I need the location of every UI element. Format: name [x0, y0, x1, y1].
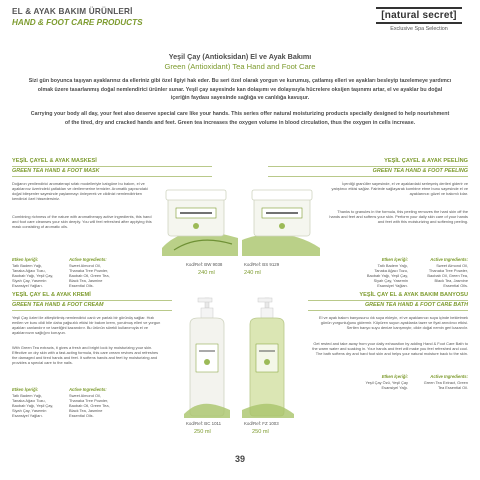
divider: [12, 166, 212, 167]
mask-code: Kod/Ref: BW 9038: [186, 262, 223, 267]
intro-en: Carrying your body all day, your feet also deserve special care like your hands. This series offer natural moisturizing products specially designed to help nourishment of the tired, dry and cracked hands and feet. Green tea increases the oxygen volume in blood circulation, thus the oxygen in cells increase.: [30, 111, 450, 126]
mask-ing-en-list: Sweet Almond Oil, Thanaka Tree Powder, Baobab Oil, Green Tea, Black Tea, Jasmine Essential Oils.: [69, 263, 110, 288]
cream-ing-tr-label: Etken İçeriği:: [12, 387, 39, 392]
bath-ing-en-list: Green Tea Extract, Green Tea Essential Oil.: [423, 380, 468, 390]
peeling-body-en: Thanks to granules in the formula, this peeling removes the hard skin off the hands and feet and softens your skin. Perform your daily skin care of your hands and feet with this moisturizing and softening peeling.: [329, 209, 468, 225]
divider: [268, 166, 468, 167]
brand-subtitle: Exclusive Spa Selection: [390, 26, 448, 32]
peeling-ing-tr-list: Tatlı Badem Yağı, Tanaka Ağacı Tozu, Baobab Yağı, Yeşil Çay, Siyah Çay, Yasemin Esansiyel Yağları.: [366, 263, 408, 288]
bath-volume: 250 ml: [252, 429, 269, 435]
bath-title-tr: YEŞİL ÇAY EL & AYAK BAKIM BANYOSU: [359, 292, 468, 298]
mask-body-en: Combining richness of the nature with aromatherapy active ingredients, this hand and foot care cleanses your skin deeply. You will feel refreshed after applying this mask consisting of aromatic oils.: [12, 214, 152, 230]
mask-ing-tr-list: Tatlı Badem Yağı, Tanaka Ağacı Tozu, Baobab Yağı, Yeşil Çay, Siyah Çay, Yasemin Esansiyel Yağları.: [12, 263, 54, 288]
cream-volume: 250 ml: [194, 429, 211, 435]
peeling-ing-en-label: Active Ingredients:: [430, 257, 468, 262]
peeling-jar-image: [238, 178, 328, 258]
mask-title-tr: YEŞİL ÇAYEL & AYAK MASKESİ: [12, 158, 97, 164]
mask-title-en: GREEN TEA HAND & FOOT MASK: [12, 168, 100, 174]
cream-title-tr: YEŞİL ÇAY EL & AYAK KREMİ: [12, 292, 91, 298]
mask-jar-image: [152, 178, 242, 258]
mask-volume: 240 ml: [198, 270, 215, 276]
mask-body-tr: Doğanın yenilendirici aromaterapi sıfatı modelleriyle katıgüne bu bakım, el ve ayaklarınız üzerindeki çatlakları ve derilermerine temizler. Aromatik yapısındaki doğal bileşenler sayesinde yaşlanmayı önleyerek ve cildinizi nemlendirirken kendinizi özel hissedersiniz.: [12, 181, 148, 202]
cream-body-en: With Green Tea extracts, it gives a fresh and bright look by moisturizing your skin. Effective on dry skin with a fast-acting formula, this care cream revives and refreshes the damaged and tired hands and feet. It softens hands and feet by moisturizing and provides a special care to the nails.: [12, 345, 159, 366]
cream-ing-en-list: Sweet Almond Oil, Thanaka Tree Powder, Baobab Oil, Green Tea, Black Tea, Jasmine Essential Oils.: [69, 393, 110, 418]
divider: [12, 310, 172, 311]
cream-bottle-image: [178, 296, 240, 420]
peeling-title-tr: YEŞİL ÇAYEL & AYAK PEELİNG: [384, 158, 468, 164]
peeling-code: Kod/Ref: BS 9129: [244, 262, 280, 267]
page-header: [12, 7, 143, 27]
main-title-en: Green (Antioxidant) Tea Hand and Foot Care: [164, 62, 316, 71]
peeling-body-tr: İçerdiği granüller sayesinde, el ve ayaklardaki serleşmiş derileri giderir ve yatıştırıcı etkisi sağlar. Fairiede sağlayarak kombine etme bunu sayesinde el ve ayaklarınızı güzel ve bakımlı kılar.: [331, 181, 468, 197]
main-title-tr: Yeşil Çay (Antioksidan) El ve Ayak Bakımı: [168, 52, 312, 61]
peeling-ing-tr-label: Etken İçeriği:: [381, 257, 408, 262]
intro-tr: Sizi gün boyunca taşıyan ayaklarınız da elleriniz gibi özel ilgiyi hak eder. Bu seri özel olarak yorgun ve kurumuş, çatlamış elleri ve ayakları besleyip tazelemeye yardımcı olmak üzere tasarlanmış doğal nemlendirici ürünler sunar. Yeşil çay sayesinde kan dolaşımı ve dolayısıyla hücrelere oksijen taşınımı artar, el ve ayaklar bu doğal içeriğin faydası sayesinde sağlığa ve canlılığa kavuşur.: [28, 78, 452, 101]
cream-ing-en-label: Active Ingredients:: [69, 387, 107, 392]
page-number: 39: [234, 454, 245, 464]
cream-title-en: GREEN TEA HAND & FOOT CREAM: [12, 302, 104, 308]
bath-body-en: Get rested and take away from your daily exhaustion by adding Hand & Foot Care Bath to the warm water and soaking in. Your hands and feet will make you feel refreshed and cool. The bath softens dry and hard foot skin and helps your natural moisture back to the skin.: [312, 341, 468, 357]
bath-ing-tr-label: Etken İçeriği:: [381, 374, 408, 379]
bath-code: Kod/Ref: FZ 1003: [244, 421, 279, 426]
peeling-ing-en-list: Sweet Almond Oil, Thanaka Tree Powder, Baobab Oil, Green Tea, Black Tea, Jasmine Essential Oils.: [427, 263, 468, 288]
divider: [308, 310, 468, 311]
divider: [12, 176, 212, 177]
mask-ing-en-label: Active Ingredients:: [69, 257, 107, 262]
bath-ing-en-label: Active Ingredients:: [430, 374, 468, 379]
header-title-en: HAND & FOOT CARE PRODUCTS: [12, 18, 143, 27]
main-title: [0, 52, 480, 71]
cream-code: Kod/Ref: BC 1011: [186, 421, 222, 426]
peeling-volume: 240 ml: [244, 270, 261, 276]
mask-ing-tr-label: Etken İçeriği:: [12, 257, 39, 262]
brand-logo: [natural secret]: [376, 7, 462, 24]
divider: [308, 300, 468, 301]
cream-body-tr: Yeşil Çay özleri ile zitleştirilmiş nemlendirici canlı ve parlak bir görünüş sağlar. Hızlı emilen ve kuru cildi bile daha yağsızlık etkisi bir bakım krem, yorulmuş elleri ve yorgun ayakları canlandırır ve tazeliğini kazandırır. Bu ürünün sürekli kullanımıyla el ve ayaklarınızın sağlığını koruyun.: [12, 315, 161, 336]
divider: [268, 176, 468, 177]
bath-bottle-image: [238, 296, 300, 420]
cream-ing-tr-list: Tatlı Badem Yağı, Tanaka Ağacı Tozu, Baobab Yağı, Yeşil Çay, Siyah Çay, Yasemin Esansiyel Yağları.: [12, 393, 54, 418]
bath-ing-tr-list: Yeşil Çay Özü, Yeşil Çay Esansiyel Yağı.: [365, 380, 408, 390]
header-title-tr: EL & AYAK BAKIM ÜRÜNLERİ: [12, 7, 133, 16]
peeling-title-en: GREEN TEA HAND & FOOT PEELING: [372, 168, 468, 174]
divider: [12, 300, 172, 301]
bath-body-tr: El ve ayak bakım banyosunu ılık suya ekleyin, el ve ayaklarınızı suya içinde bekletmek günün yorgunluğunu gidermir. Köpüren suyun ayaklarda tazer ve fiyat arındırıcı etkisi. Serilen banyo suyu denize karışmıştır, cilde doğal nemin geri kazanılır.: [319, 315, 468, 331]
bath-title-en: GREEN TEA HAND & FOOT CARE BATH: [364, 302, 468, 308]
